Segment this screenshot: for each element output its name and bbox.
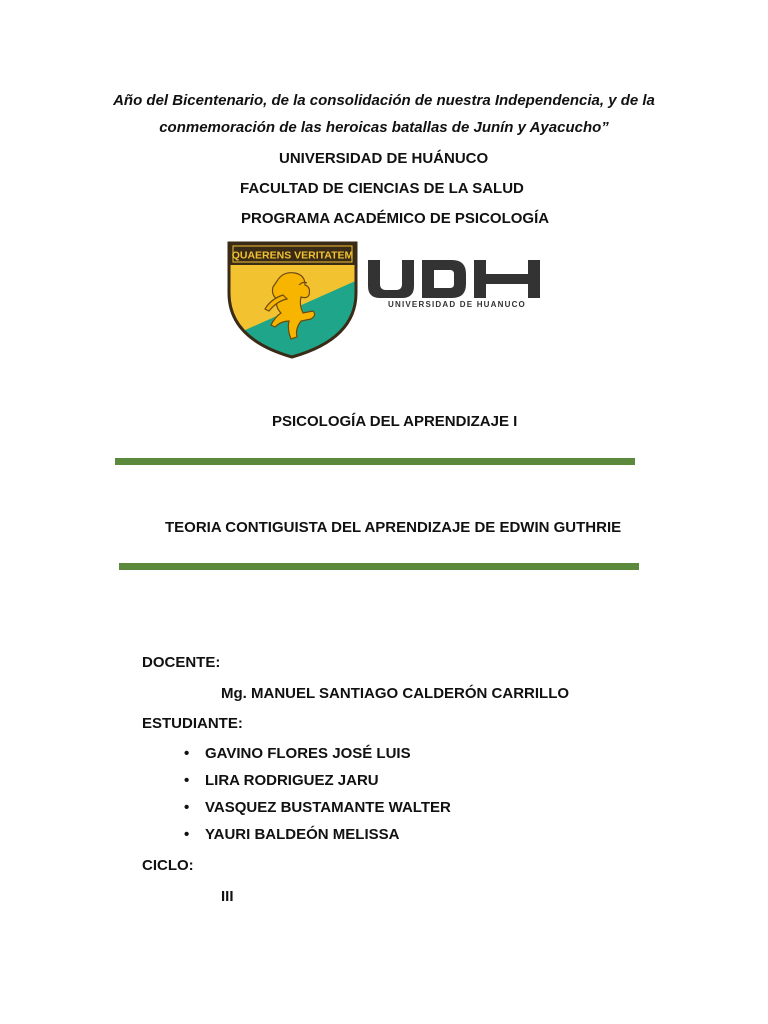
bullet: •: [184, 799, 190, 816]
motto-line-2: conmemoración de las heroicas batallas de Junín y Ayacucho”: [159, 119, 609, 136]
divider-top: [115, 458, 635, 465]
university-shield-logo: [225, 241, 360, 359]
udh-brand-logo: [366, 254, 548, 312]
topic-title: TEORIA CONTIGUISTA DEL APRENDIZAJE DE EDWIN GUTHRIE: [165, 519, 622, 536]
program-name: PROGRAMA ACADÉMICO DE PSICOLOGÍA: [241, 210, 550, 227]
motto-line-1: Año del Bicentenario, de la consolidación de nuestra Independencia, y de la: [113, 92, 655, 109]
bullet: •: [184, 745, 190, 762]
student-name: LIRA RODRIGUEZ JARU: [205, 772, 379, 789]
course-title: PSICOLOGÍA DEL APRENDIZAJE I: [272, 413, 518, 430]
docente-label: DOCENTE:: [142, 654, 221, 671]
divider-bottom: [119, 563, 639, 570]
faculty-name: FACULTAD DE CIENCIAS DE LA SALUD: [240, 180, 524, 197]
shield-motto: QUAERENS VERITATEM: [231, 249, 354, 262]
estudiante-label: ESTUDIANTE:: [142, 715, 243, 732]
bullet: •: [184, 772, 190, 789]
brand-subtitle: UNIVERSIDAD DE HUANUCO: [388, 300, 526, 309]
university-name: UNIVERSIDAD DE HUÁNUCO: [279, 150, 489, 167]
student-name: YAURI BALDEÓN MELISSA: [205, 826, 400, 843]
student-name: GAVINO FLORES JOSÉ LUIS: [205, 745, 411, 762]
ciclo-label: CICLO:: [142, 857, 194, 874]
bullet: •: [184, 826, 190, 843]
docente-name: Mg. MANUEL SANTIAGO CALDERÓN CARRILLO: [221, 685, 570, 702]
ciclo-value: III: [221, 888, 234, 905]
student-name: VASQUEZ BUSTAMANTE WALTER: [205, 799, 451, 816]
